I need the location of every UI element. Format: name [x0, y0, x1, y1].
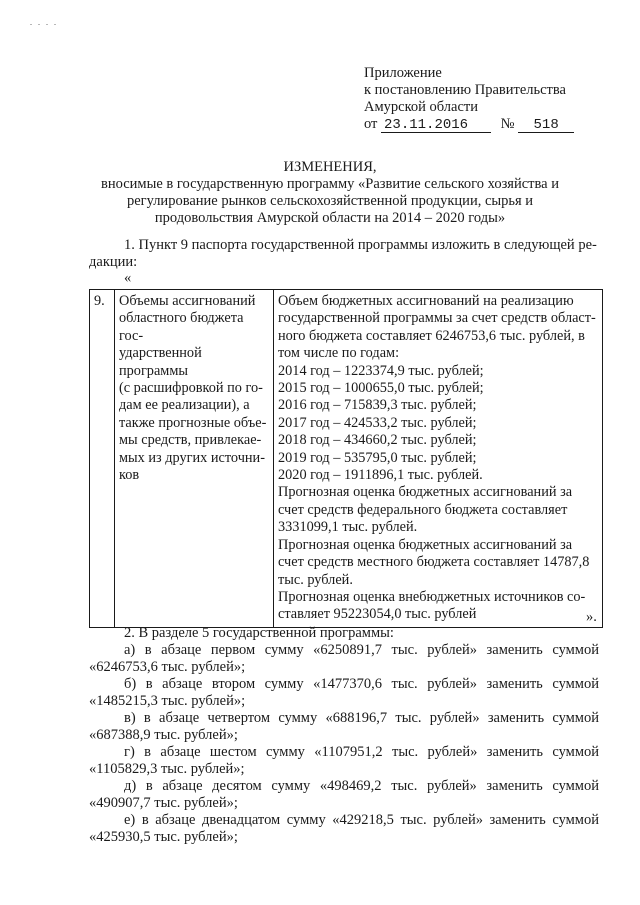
content-line: Объем бюджетных ассигнований на реализацию — [278, 293, 574, 309]
item-v-line-1: в) в абзаце четвертом сумму «688196,7 тыс. рублей» заменить суммой — [124, 710, 599, 726]
item-b-line-2: «1485215,3 тыс. рублей»; — [89, 693, 246, 709]
passport-row-9 — [90, 290, 603, 628]
name-line: дам ее реализации), а — [119, 397, 250, 414]
content-line: 2014 год – 1223374,9 тыс. рублей; — [278, 362, 484, 379]
name-line: (с расшифровкой по го- — [119, 380, 263, 397]
heading-subtitle-2: регулирование рынков сельскохозяйственной продукции, сырья и — [126, 193, 534, 209]
item-a-line-2: «6246753,6 тыс. рублей»; — [89, 659, 246, 675]
content-line: счет средств федерального бюджета составляет — [278, 501, 568, 518]
document-heading — [60, 159, 600, 227]
content-line: 2019 год – 535795,0 тыс. рублей; — [278, 449, 477, 466]
appendix-line-1: Приложение — [364, 65, 442, 81]
scan-corner-dots: . . . . — [30, 18, 58, 27]
content-line: 2016 год – 715839,3 тыс. рублей; — [278, 397, 477, 414]
name-line: мы средств, привлекае- — [119, 432, 262, 449]
content-line: Прогнозная оценка внебюджетных источников со- — [278, 588, 586, 605]
content-line: 2017 год – 424533,2 тыс. рублей; — [278, 414, 477, 431]
list-item — [89, 676, 599, 710]
heading-subtitle-3: продовольствия Амурской области на 2014 – 2020 годы» — [154, 210, 506, 226]
name-line: ударственной программы — [119, 345, 202, 379]
content-line: 3331099,1 тыс. рублей. — [278, 519, 418, 536]
from-label: от — [364, 116, 378, 132]
item-e-line-2: «425930,5 тыс. рублей»; — [89, 829, 238, 845]
resolution-number: 518 — [518, 118, 574, 133]
heading-title: ИЗМЕНЕНИЯ, — [283, 159, 377, 175]
content-line: Прогнозная оценка бюджетных ассигнований за — [278, 536, 573, 553]
point1-line-1: 1. Пункт 9 паспорта государственной программы изложить в следующей ре- — [124, 237, 597, 253]
row-name-cell — [115, 290, 274, 628]
row-number: 9. — [90, 290, 115, 628]
content-line: 2018 год – 434660,2 тыс. рублей; — [278, 432, 477, 449]
name-line: также прогнозные объе- — [119, 414, 267, 431]
item-v-line-2: «687388,9 тыс. рублей»; — [89, 727, 238, 743]
point2-heading: 2. В разделе 5 государственной программы: — [124, 625, 394, 641]
content-line: государственной программы за счет средств област- — [278, 310, 596, 327]
content-line: том числе по годам: — [278, 345, 400, 362]
list-item — [89, 778, 599, 812]
resolution-date: 23.11.2016 — [381, 118, 491, 133]
point1-line-2: дакции: — [89, 254, 138, 270]
content-line: Прогнозная оценка бюджетных ассигнований за — [278, 484, 573, 501]
list-item — [89, 710, 599, 744]
content-line: тыс. рублей. — [278, 571, 353, 588]
content-line: ставляет 95223054,0 тыс. рублей — [278, 606, 477, 623]
item-e-line-1: е) в абзаце двенадцатом сумму «429218,5 тыс. рублей» заменить суммой — [124, 812, 599, 828]
content-line: ного бюджета составляет 6246753,6 тыс. рублей, в — [278, 327, 585, 344]
number-label: № — [500, 116, 515, 132]
appendix-line-3: Амурской области — [364, 99, 478, 115]
item-d-line-1: д) в абзаце десятом сумму «498469,2 тыс. рублей» заменить суммой — [124, 778, 599, 794]
row-content-cell — [274, 290, 603, 628]
item-g-line-2: «1105829,3 тыс. рублей»; — [89, 761, 245, 777]
list-item — [89, 744, 599, 778]
passport-table — [89, 289, 603, 628]
close-quote: ». — [586, 609, 597, 625]
item-a-line-1: а) в абзаце первом сумму «6250891,7 тыс. рублей» заменить суммой — [124, 642, 599, 658]
item-b-line-1: б) в абзаце втором сумму «1477370,6 тыс. рублей» заменить суммой — [124, 676, 599, 692]
list-item — [89, 812, 599, 846]
item-d-line-2: «490907,7 тыс. рублей»; — [89, 795, 238, 811]
name-line: областного бюджета гос- — [119, 310, 244, 344]
content-line: 2020 год – 1911896,1 тыс. рублей. — [278, 467, 483, 484]
content-line: счет средств местного бюджета составляет 14787,8 — [278, 554, 590, 571]
name-line: мых из других источни- — [119, 449, 265, 466]
appendix-line-2: к постановлению Правительства — [364, 82, 566, 98]
list-item — [89, 642, 599, 676]
appendix-block — [364, 65, 574, 133]
open-quote: « — [124, 270, 132, 286]
content-line: 2015 год – 1000655,0 тыс. рублей; — [278, 380, 484, 397]
heading-subtitle-1: вносимые в государственную программу «Развитие сельского хозяйства и — [101, 176, 559, 192]
appendix-date-line — [364, 116, 574, 133]
name-line: ков — [119, 467, 140, 484]
item-g-line-1: г) в абзаце шестом сумму «1107951,2 тыс. рублей» заменить суммой — [124, 744, 599, 760]
name-line: Объемы ассигнований — [119, 293, 256, 309]
